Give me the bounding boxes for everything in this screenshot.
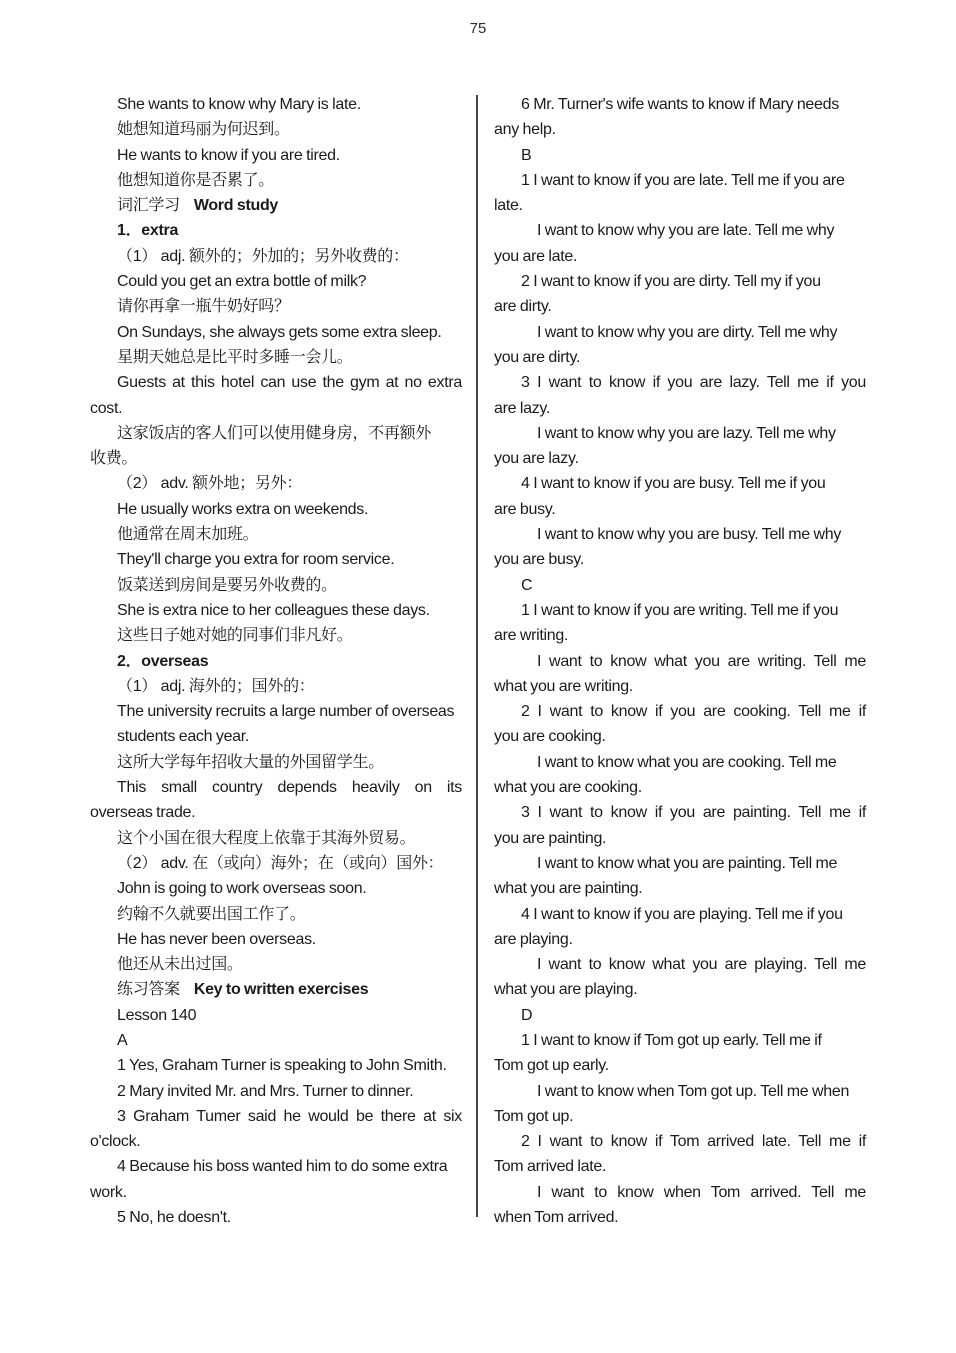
- text-line: 请你再拿一瓶牛奶好吗？: [117, 298, 290, 316]
- text-line: I want to know when Tom got up. Tell me when: [537, 1082, 850, 1100]
- heading-label-en: Word study: [193, 197, 279, 215]
- text-line: 她想知道玛丽为何迟到。: [117, 121, 290, 139]
- text-line: （2） adv. 在（或向）海外；在（或向）国外：: [117, 854, 444, 872]
- text-line: （2） adv. 额外地；另外：: [117, 475, 303, 493]
- text-line: 他还从未出过国。: [117, 956, 243, 974]
- text-line: I want to know what you are playing. Tell me: [537, 956, 866, 974]
- heading-label-en: Key to written exercises: [193, 981, 369, 999]
- text-line: cost.: [90, 399, 123, 417]
- text-line: are playing.: [494, 930, 573, 948]
- text-line: 3 Graham Tumer said he would be there at six: [117, 1107, 462, 1125]
- text-line: 这个小国在很大程度上依靠于其海外贸易。: [117, 829, 416, 847]
- text-line: A: [117, 1031, 128, 1049]
- text-line: 这些日子她对她的同事们非凡好。: [117, 627, 353, 645]
- text-line: 4 Because his boss wanted him to do some extra: [117, 1158, 448, 1176]
- text-line: 他想知道你是否累了。: [117, 171, 275, 189]
- text-line: The university recruits a large number of overseas: [117, 703, 455, 721]
- text-line: John is going to work overseas soon.: [117, 880, 367, 898]
- text-line: late.: [494, 197, 523, 215]
- text-line: I want to know why you are lazy. Tell me why: [537, 424, 836, 442]
- text-line: 4 I want to know if you are playing. Tell me if you: [521, 905, 843, 923]
- right-text-column: [494, 92, 866, 1230]
- text-line: Tom arrived late.: [494, 1158, 607, 1176]
- text-line: They'll charge you extra for room service.: [117, 551, 395, 569]
- text-line: 2 I want to know if you are cooking. Tell me if: [521, 703, 866, 721]
- text-line: any help.: [494, 121, 556, 139]
- text-line: 星期天她总是比平时多睡一会儿。: [117, 348, 353, 366]
- text-line: 2 I want to know if you are dirty. Tell my if you: [521, 273, 821, 291]
- text-line: He has never been overseas.: [117, 930, 316, 948]
- text-line: 2 I want to know if Tom arrived late. Tell me if: [521, 1133, 866, 1151]
- text-line: you are cooking.: [494, 728, 606, 746]
- column-divider-line: [476, 95, 478, 1217]
- text-line: B: [521, 146, 532, 164]
- text-line: 1 I want to know if Tom got up early. Tell me if: [521, 1031, 822, 1049]
- text-line: you are late.: [494, 247, 578, 265]
- text-line: （1） adj. 额外的；外加的；另外收费的：: [117, 247, 409, 265]
- text-line: 饭菜送到房间是要另外收费的。: [117, 576, 337, 594]
- text-line: I want to know what you are writing. Tell me: [537, 652, 866, 670]
- text-line: I want to know why you are dirty. Tell me why: [537, 323, 838, 341]
- text-line: Lesson 140: [117, 1006, 197, 1024]
- text-line: what you are writing.: [494, 677, 633, 695]
- text-line: 3 I want to know if you are painting. Tell me if: [521, 804, 866, 822]
- text-line: work.: [90, 1183, 127, 1201]
- text-line: （1） adj. 海外的；国外的：: [117, 677, 315, 695]
- text-line: She wants to know why Mary is late.: [117, 96, 361, 113]
- text-line: overseas trade.: [90, 804, 196, 822]
- text-line: 3 I want to know if you are lazy. Tell me if you: [521, 374, 866, 392]
- text-line: 1 I want to know if you are writing. Tell me if you: [521, 601, 839, 619]
- text-line: students each year.: [117, 728, 250, 746]
- text-line: 2 Mary invited Mr. and Mrs. Turner to dinner.: [117, 1082, 414, 1100]
- text-line: you are lazy.: [494, 450, 579, 468]
- text-line: you are dirty.: [494, 348, 581, 366]
- text-line: you are painting.: [494, 829, 607, 847]
- text-line: He usually works extra on weekends.: [117, 500, 369, 518]
- text-line: 这家饭店的客人们可以使用健身房，不再额外: [117, 424, 432, 442]
- section-heading: [90, 193, 462, 218]
- section-heading: [90, 977, 462, 1002]
- text-line: D: [521, 1006, 533, 1024]
- text-line: I want to know why you are busy. Tell me why: [537, 526, 842, 544]
- text-line: Tom got up.: [494, 1107, 574, 1125]
- text-line: This small country depends heavily on its: [117, 779, 462, 797]
- text-line: what you are painting.: [494, 880, 643, 898]
- heading-label-zh: 词汇学习: [117, 197, 180, 215]
- text-line: On Sundays, she always gets some extra sleep.: [117, 323, 442, 341]
- text-line: 这所大学每年招收大量的外国留学生。: [117, 753, 384, 771]
- page-number: 75: [469, 20, 487, 37]
- text-line: what you are playing.: [494, 981, 638, 999]
- text-line: He wants to know if you are tired.: [117, 146, 340, 164]
- text-line: are writing.: [494, 627, 569, 645]
- text-line: are busy.: [494, 500, 556, 518]
- text-line: Tom got up early.: [494, 1057, 609, 1075]
- text-line: are dirty.: [494, 298, 552, 316]
- text-line: Could you get an extra bottle of milk?: [117, 273, 367, 291]
- text-line: 5 No, he doesn't.: [117, 1209, 231, 1227]
- text-line: when Tom arrived.: [494, 1209, 619, 1227]
- text-line: are lazy.: [494, 399, 551, 417]
- text-line: I want to know why you are late. Tell me why: [537, 222, 835, 240]
- heading-label-zh: 练习答案: [117, 981, 180, 999]
- text-line: 6 Mr. Turner's wife wants to know if Mary needs: [521, 96, 839, 113]
- text-line: you are busy.: [494, 551, 584, 569]
- text-line: what you are cooking.: [494, 779, 642, 797]
- text-line: 他通常在周末加班。: [117, 526, 259, 544]
- text-line: I want to know when Tom arrived. Tell me: [537, 1183, 866, 1201]
- text-line: C: [521, 576, 533, 594]
- text-line: Guests at this hotel can use the gym at no extra: [117, 374, 462, 392]
- text-line: 1 Yes, Graham Turner is speaking to John Smith.: [117, 1057, 447, 1075]
- text-line: I want to know what you are cooking. Tell me: [537, 753, 837, 771]
- text-line: 2．overseas: [117, 652, 209, 670]
- text-line: 1．extra: [117, 222, 179, 240]
- text-line: 收费。: [90, 450, 138, 468]
- text-line: 约翰不久就要出国工作了。: [117, 905, 306, 923]
- text-line: o'clock.: [90, 1133, 141, 1151]
- text-line: She is extra nice to her colleagues these days.: [117, 601, 430, 619]
- left-text-column: [90, 92, 462, 1230]
- text-line: I want to know what you are painting. Tell me: [537, 854, 838, 872]
- text-line: 4 I want to know if you are busy. Tell me if you: [521, 475, 826, 493]
- text-line: 1 I want to know if you are late. Tell me if you are: [521, 171, 845, 189]
